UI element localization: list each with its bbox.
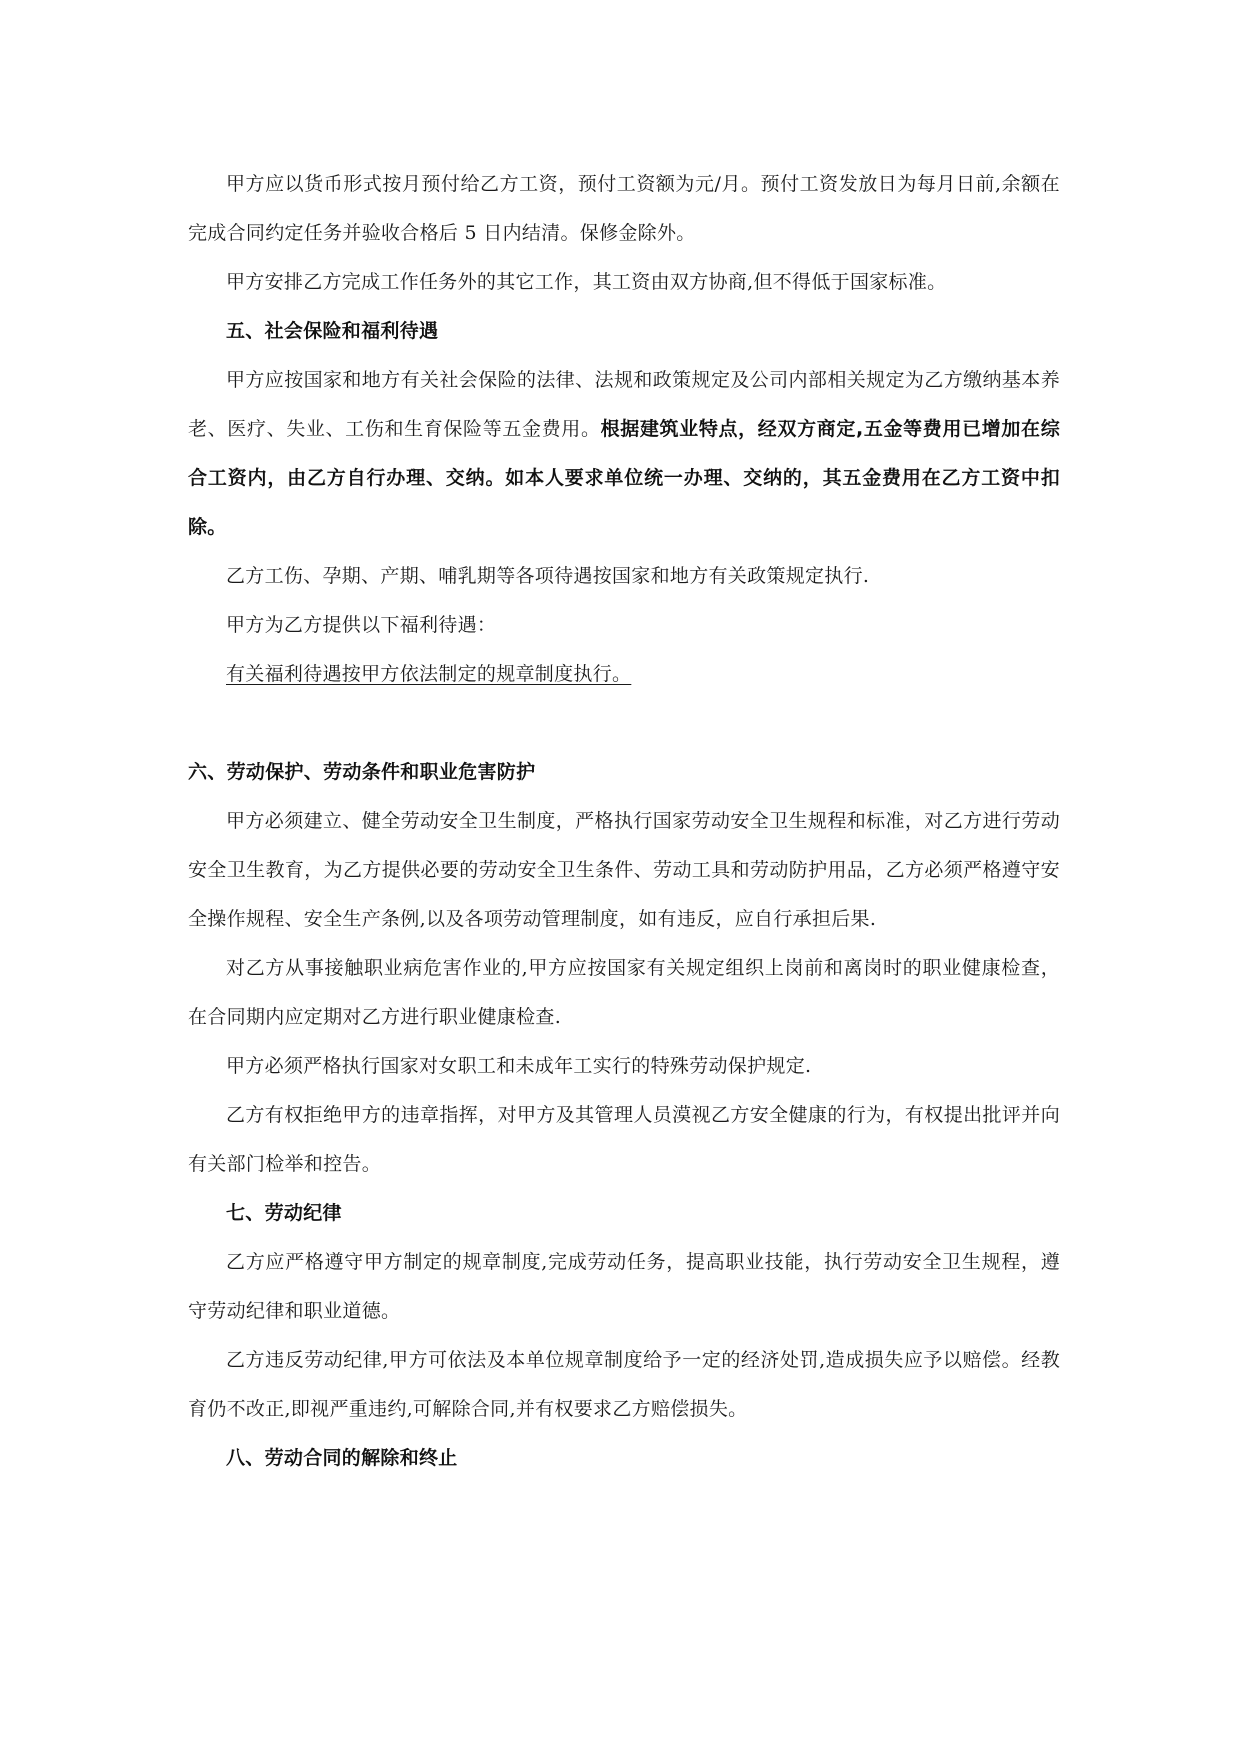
section-5-heading: 五、社会保险和福利待遇 [226, 320, 439, 342]
health-check-paragraph: 对乙方从事接触职业病危害作业的,甲方应按国家有关规定组织上岗前和离岗时的职业健康检查，在合同期内应定期对乙方进行职业健康检查. [188, 957, 1060, 1028]
section-8-heading: 八、劳动合同的解除和终止 [226, 1447, 458, 1469]
welfare-intro-paragraph: 甲方为乙方提供以下福利待遇： [226, 614, 497, 636]
refuse-violation-paragraph: 乙方有权拒绝甲方的违章指挥，对甲方及其管理人员漠视乙方安全健康的行为，有权提出批评并向有关部门检举和控告。 [188, 1104, 1060, 1175]
female-protection-paragraph: 甲方必须严格执行国家对女职工和未成年工实行的特殊劳动保护规定. [226, 1055, 812, 1077]
welfare-underlined-paragraph [188, 650, 1060, 699]
wage-payment-paragraph: 甲方应以货币形式按月预付给乙方工资，预付工资额为元/月。预付工资发放日为每月日前,余额在完成合同约定任务并验收合格后 5 日内结清。保修金除外。 [188, 173, 1060, 244]
social-insurance-bold-text: 根据建筑业特点，经双方商定,五金等费用已增加在综合工资内，由乙方自行办理、交纳。如本人要求单位统一办理、交纳的，其五金费用在乙方工资中扣除。 [188, 418, 1060, 538]
welfare-text: 有关福利待遇按甲方依法制定的规章制度执行。 [226, 663, 632, 685]
section-spacer [188, 699, 1060, 748]
welfare-underlined-text [188, 650, 631, 699]
special-period-paragraph: 乙方工伤、孕期、产期、哺乳期等各项待遇按国家和地方有关政策规定执行. [226, 565, 870, 587]
document-page [188, 160, 1060, 1483]
section-7-heading: 七、劳动纪律 [226, 1202, 342, 1224]
safety-system-paragraph: 甲方必须建立、健全劳动安全卫生制度，严格执行国家劳动安全卫生规程和标准，对乙方进行劳动安全卫生教育，为乙方提供必要的劳动安全卫生条件、劳动工具和劳动防护用品，乙方必须严格遵守安全操作规程、安全生产条例,以及各项劳动管理制度，如有违反，应自行承担后果. [188, 810, 1060, 930]
extra-work-paragraph: 甲方安排乙方完成工作任务外的其它工作，其工资由双方协商,但不得低于国家标准。 [226, 271, 947, 293]
social-insurance-text: 甲方应按国家和地方有关社会保险的法律、法规和政策规定及公司内部相关规定为乙方缴纳基本养老、医疗、失业、工伤和生育保险等五金费用。 [188, 369, 1060, 440]
social-insurance-paragraph [188, 356, 1060, 552]
discipline-violation-paragraph: 乙方违反劳动纪律,甲方可依法及本单位规章制度给予一定的经济处罚,造成损失应予以赔偿。经教育仍不改正,即视严重违约,可解除合同,并有权要求乙方赔偿损失。 [188, 1349, 1060, 1420]
section-6-heading: 六、劳动保护、劳动条件和职业危害防护 [188, 761, 536, 783]
discipline-paragraph: 乙方应严格遵守甲方制定的规章制度,完成劳动任务，提高职业技能，执行劳动安全卫生规程，遵守劳动纪律和职业道德。 [188, 1251, 1060, 1322]
